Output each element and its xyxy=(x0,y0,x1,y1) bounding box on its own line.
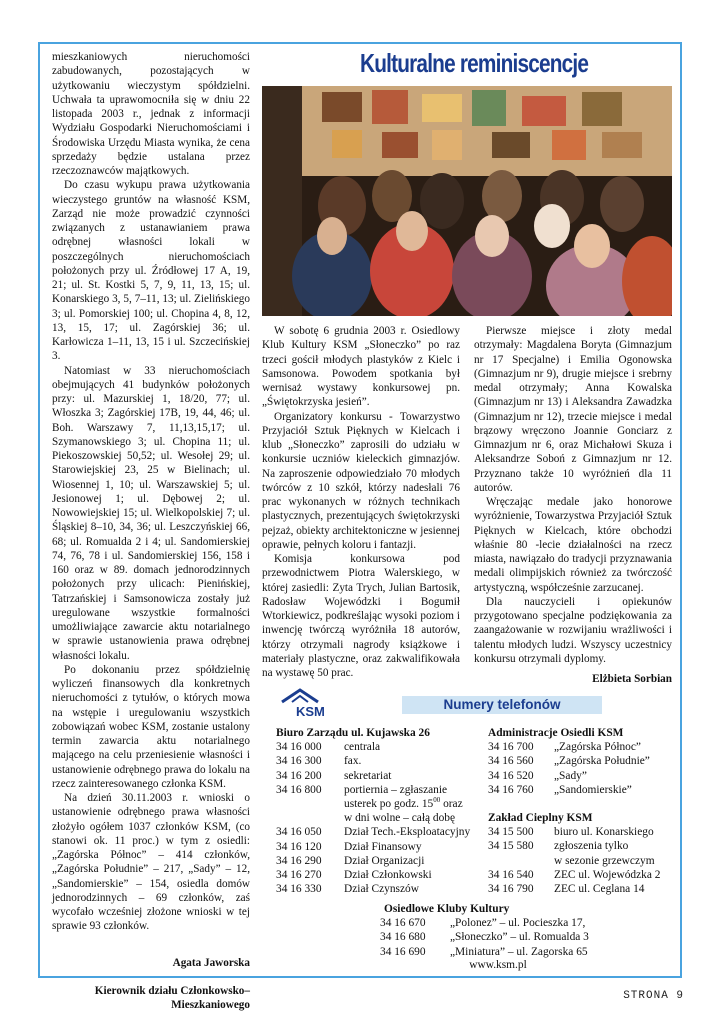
signature-name: Agata Jaworska xyxy=(172,956,250,969)
ksm-logo-text: KSM xyxy=(296,704,325,718)
board-phones xyxy=(276,726,492,896)
phone-desc: Dział Czynszów xyxy=(344,883,419,896)
phone-desc: w dni wolne – całą dobę xyxy=(344,812,456,825)
phone-desc: Dział Organizacji xyxy=(344,854,425,867)
phone-number: 34 16 270 xyxy=(276,869,322,882)
phone-row xyxy=(488,839,688,853)
phone-row xyxy=(488,882,688,896)
phone-row xyxy=(380,916,640,930)
phone-desc: „Polonez” – ul. Pocieszka 17, xyxy=(450,917,586,930)
phone-row xyxy=(488,769,688,783)
phone-number: 34 16 290 xyxy=(276,854,322,867)
phone-number: 34 16 670 xyxy=(380,917,426,930)
phone-desc: „Sady” xyxy=(554,769,587,782)
event-photo xyxy=(262,86,672,316)
phone-desc: „Zagórska Północ” xyxy=(554,741,641,754)
phone-number: 34 16 330 xyxy=(276,883,322,896)
phone-number: 34 16 000 xyxy=(276,741,322,754)
phone-row xyxy=(276,854,492,868)
phone-desc: ZEC ul. Wojewódzka 2 xyxy=(554,868,661,881)
phone-section-title: Numery telefonów xyxy=(402,696,602,714)
phone-desc: „Słoneczko” – ul. Romualda 3 xyxy=(450,931,589,944)
phone-desc: sekretariat xyxy=(344,769,392,782)
phone-row xyxy=(276,769,492,783)
phone-number xyxy=(276,811,344,825)
phone-row xyxy=(488,783,688,797)
phone-desc: fax. xyxy=(344,755,362,768)
phone-desc: ZEC ul. Ceglana 14 xyxy=(554,883,645,896)
phone-row xyxy=(276,797,492,811)
phone-desc: Dział Finansowy xyxy=(344,840,422,853)
phone-desc: zgłoszenia tylko xyxy=(554,840,629,853)
phone-number: 34 16 700 xyxy=(488,741,534,754)
paragraph: Natomiast w 33 nieruchomościach obejmujących 41 budynków położonych przy: ul. Mazurskiej 1, 18/20, 77; ul. Włoszka 3; Zagórskiej 17B, 19, 44, 46; ul. Boh. Warszawy 7, 11,13,15,17; ul. Szymanowskiego 3; ul. Chopina 11; ul. Piekoszowskiej 50,52; ul. Wesołej 29; ul. Starowiejskiej 23, 25 w Bielinach; ul. Wiosennej 1, 10; ul. Warszawskiej 5; ul. Jesionowej 1; ul. Dębowej 2; ul. Nowowiejskiej 15; ul. Wielkopolskiej 7; ul. Śląskiej 8–10, 34, 36; ul. Leszczyńskiej 66, 68; ul. Romualda 2 i 4; ul. Sandomierskiej 74, 76, 78 i ul. Sandomierskiej 156, 158 i 160 oraz w 89. domach jednorodzinnych położonych przy ulicach: Pienińskiej, Tatrzańskiej i Samsonowicza zostały już uregulowane wszystkie formalności umożliwiające zawarcie aktu notarialnego w sprawie ustanowienia prawa odrębnej własności lokalu. xyxy=(52,364,250,662)
phone-row xyxy=(276,825,492,839)
phone-row xyxy=(488,868,688,882)
paragraph: Do czasu wykupu prawa użytkowania wieczystego gruntów na własność KSM, Zarząd nie może prowadzić czynności związanych z ustanawianiem prawa odrębnej własności lokali w poszczególnych nieruchomościach położonych przy ul. Źródłowej 17 A, 19, 21; ul. St. Kostki 5, 7, 9, 11, 13, 15; ul. Konarskiego 3, 5, 7–11, 13; ul. Zielińskiego 3; ul. Pomorskiej 100; ul. Chopina 4, 8, 12, 13, 15, 17; ul. Zagórskiej 36; ul. Karłowicza 1–11, 13, 15 i ul. Szczecińskiej 3. xyxy=(52,179,250,363)
phone-row xyxy=(276,740,492,754)
phone-desc: Dział Tech.-Eksploatacyjny xyxy=(344,826,471,839)
article-middle-column xyxy=(262,324,460,680)
phone-number: 34 15 580 xyxy=(488,840,534,853)
phone-row xyxy=(276,754,492,768)
paragraph: mieszkaniowych nieruchomości zabudowanych, pozostających w użytkowaniu wieczystym spółdzielni. Uchwała ta uprawomocniła się w dniu 22 listopada 2003 r., jednak z informacji Wydziału Gospodarki Nieruchomościami i Środowiska Urzędu Miasta wynika, że cena sprzedaży będzie ustalana przez rzeczoznawców majątkowych. xyxy=(52,51,250,177)
ksm-logo xyxy=(278,688,340,718)
phone-row xyxy=(488,754,688,768)
phone-row xyxy=(276,840,492,854)
article-right-column xyxy=(474,324,672,686)
phone-desc: „Miniatura” – ul. Zagorska 65 xyxy=(450,945,588,958)
phone-number: 34 16 540 xyxy=(488,868,534,881)
phone-row xyxy=(276,882,492,896)
admin-heading: Administracje Osiedli KSM xyxy=(488,727,624,739)
paragraph: Komisja konkursowa pod przewodnictwem Piotra Walerskiego, w której zasiedli: Zyta Trych, Julian Bartosik, Radosław Wojewódzki i Bogumił Wtorkiewicz, podkreślając wysoki poziom i inwencję twórczą wyróżniła 18 autorów, którzy otrzymali nagrody książkowe i materiały plastyczne, oraz zakwalifikowała na wystawę 50 prac. xyxy=(262,553,460,679)
board-heading: Biuro Zarządu ul. Kujawska 26 xyxy=(276,727,430,739)
phone-row xyxy=(488,854,688,868)
culture-clubs-phones xyxy=(380,902,640,959)
heat-heading: Zakład Cieplny KSM xyxy=(488,812,593,825)
phone-row xyxy=(488,740,688,754)
phone-desc: portiernia – zgłaszanie xyxy=(344,783,448,796)
phone-row xyxy=(276,868,492,882)
clubs-heading: Osiedlowe Kluby Kultury xyxy=(384,903,510,915)
superscript: 00 xyxy=(433,796,441,805)
paragraph: Dla nauczycieli i opiekunów przygotowano specjalne podziękowania za zaangażowanie w rozwijaniu wrażliwości i talentu młodych ludzi. Wszyscy uczestnicy konkursu otrzymali dyplomy. xyxy=(474,595,672,665)
phone-desc: usterek po godz. $15^{00}$ oraz xyxy=(344,796,463,811)
phone-number: 34 16 680 xyxy=(380,931,426,944)
paragraph: Pierwsze miejsce i złoty medal otrzymały: Magdalena Boryta (Gimnazjum nr 17 Specjalne) i Emilia Ogonowska (Gimnazjum nr 9), drugie miejsce i srebrny medal otrzymały; Anna Kowalska (Gimnazjum nr 13) i Aleksandra Zawadzka (Gimnazjum nr 12), trzecie miejsce i medal brązowy wręczono Joannie Gonciarz z Gimnazjum nr 6, oraz Michałowi Skuza i Aleksandrze Soboń z Gimnazjum nr 12. Przyznano także 10 wyróżnień dla 11 autorów. xyxy=(474,325,672,494)
phone-number: 34 16 560 xyxy=(488,755,534,768)
phone-number: 34 16 520 xyxy=(488,769,534,782)
page-number: STRONA 9 xyxy=(623,990,684,1002)
phone-number: 34 16 760 xyxy=(488,783,534,796)
paragraph: Po dokonaniu przez spółdzielnię wyliczeń finansowych dla konkretnych nieruchomości z tytułów, o których mowa na wstępie i uregulowaniu wszystkich zobowiązań wobec KSM, zostanie ustalony termin zawarcia aktu notarialnego mającego na celu przeniesienie własności i ustanowienie odrębnego prawa do lokalu na rzecz zainteresowanego członka KSM. xyxy=(52,663,250,790)
phone-row xyxy=(380,930,640,944)
phone-row xyxy=(276,811,492,825)
phone-row xyxy=(488,825,688,839)
phone-number: 34 16 300 xyxy=(276,755,322,768)
phone-number: 34 16 790 xyxy=(488,883,534,896)
phone-desc: „Zagórska Południe” xyxy=(554,755,650,768)
phone-number xyxy=(276,797,344,811)
phone-number: 34 16 800 xyxy=(276,783,322,796)
phone-desc: Dział Członkowski xyxy=(344,869,432,882)
article-title: Kulturalne reminiscencje xyxy=(360,48,589,78)
phone-row xyxy=(380,945,640,959)
phone-number: 34 16 120 xyxy=(276,840,322,853)
paragraph: Organizatory konkursu - Towarzystwo Przyjaciół Sztuk Pięknych w Kielcach i klub „Słoneczko” zaprosili do udziału w konkursie uczniów kieleckich gimnazjów. Na zaproszenie odpowiedziało 70 młodych twórców z 10 szkół, którzy nadesłali 76 prac wykonanych w różnych technikach plastycznych, prezentujących świętokrzyski pejzaż, obiekty architektoniczne w jesiennej oprawie, pełnych koloru i fantazji. xyxy=(262,410,460,551)
phone-desc: biuro ul. Konarskiego xyxy=(554,826,654,839)
article-left-column xyxy=(52,50,250,1012)
phone-number: 34 16 200 xyxy=(276,769,322,782)
phone-number xyxy=(488,854,554,868)
phone-numbers-box xyxy=(262,688,680,976)
admin-phones xyxy=(488,726,688,896)
phone-number: 34 16 050 xyxy=(276,826,322,839)
phone-desc: centrala xyxy=(344,741,381,754)
signature-role: Kierownik działu Członkowsko–Mieszkaniowego xyxy=(94,984,250,1011)
phone-desc: w sezonie grzewczym xyxy=(554,854,655,867)
website-link[interactable]: www.ksm.pl xyxy=(469,959,527,971)
paragraph: Wręczając medale jako honorowe wyróżnienie, Towarzystwa Przyjaciół Sztuk Pięknych w Kielcach, które obchodzi właśnie 80 -lecie działalności na rzecz miasta, nawiązało do tradycji przyznawania medali olimpijskich również za twórczość artystyczną, współcześnie zarzucanej. xyxy=(474,496,672,594)
paragraph: W sobotę 6 grudnia 2003 r. Osiedlowy Klub Kultury KSM „Słoneczko” po raz trzeci gościł młodych plastyków z Kielc i Samsonowa. Powodem spotkania był wernisaż wystawy konkursowej pn. „Świętokrzyska jesień”. xyxy=(262,325,460,409)
phone-desc: „Sandomierskie” xyxy=(554,783,632,796)
phone-number: 34 16 690 xyxy=(380,945,426,958)
signature-name: Elżbieta Sorbian xyxy=(592,673,672,685)
phone-number: 34 15 500 xyxy=(488,826,534,839)
audience-photo-illustration xyxy=(262,86,672,316)
signature-block xyxy=(52,956,250,1013)
phone-row xyxy=(276,783,492,797)
paragraph: Na dzień 30.11.2003 r. wnioski o ustanowienie odrębnego prawa własności złożyło ogółem 1037 członków KSM, (co stanowi ok. 11 proc.) w tym z osiedli: „Zagórska Północ” – 414 członków, „Zagórska Południe” – 217, „Sady” – 12, „Sandomierskie” – 154, osiedla domów jednorodzinnych – 69 członków, zaś wycofało wcześniej złożone wnioski w tej sprawie 93 członków. xyxy=(52,792,250,933)
